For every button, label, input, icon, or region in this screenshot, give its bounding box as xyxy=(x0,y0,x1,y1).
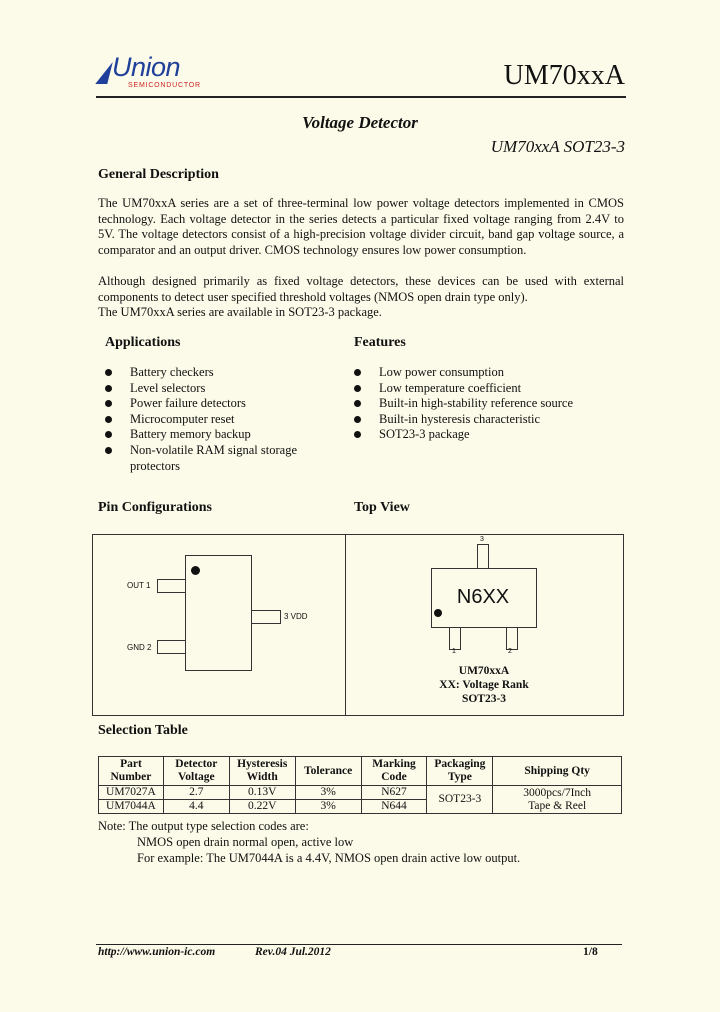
header-divider xyxy=(96,96,626,98)
list-item: Microcomputer reset xyxy=(105,412,330,428)
note-line-1: Note: The output type selection codes are: xyxy=(98,819,309,833)
union-logo xyxy=(98,54,218,94)
bullet-icon xyxy=(105,416,112,423)
pin-vdd-label: 3 VDD xyxy=(284,612,308,621)
tv-caption-3: SOT23-3 xyxy=(461,693,507,705)
table-cell: 4.4 xyxy=(163,800,229,814)
tv-pin3 xyxy=(477,544,489,570)
list-item: Built-in high-stability reference source xyxy=(354,396,622,412)
table-cell: 0.13V xyxy=(229,786,295,800)
pin-configurations-heading: Pin Configurations xyxy=(98,500,212,515)
pin-vdd xyxy=(250,610,281,624)
logo-text: Union xyxy=(112,52,181,82)
doc-title: Voltage Detector xyxy=(302,113,418,132)
pin-gnd xyxy=(157,640,187,654)
col-header: Shipping Qty xyxy=(493,757,622,786)
footer-page: 1/8 xyxy=(583,946,598,958)
general-description-p3: The UM70xxA series are available in SOT23-3 package. xyxy=(98,305,382,319)
bullet-icon xyxy=(105,369,112,376)
col-header: Detector Voltage xyxy=(163,757,229,786)
pin1-dot-icon xyxy=(191,566,200,575)
bullet-icon xyxy=(105,385,112,392)
list-item: Low temperature coefficient xyxy=(354,381,622,397)
selection-table-heading: Selection Table xyxy=(98,723,188,738)
col-header: Packaging Type xyxy=(427,757,493,786)
table-row xyxy=(99,786,622,800)
table-cell: UM7044A xyxy=(99,800,164,814)
bullet-icon xyxy=(105,431,112,438)
list-item: Level selectors xyxy=(105,381,330,397)
top-view-heading: Top View xyxy=(354,500,410,515)
note-line-2: NMOS open drain normal open, active low xyxy=(137,835,354,849)
shipping-qty-line2: Tape & Reel xyxy=(528,799,587,812)
bullet-icon xyxy=(354,369,361,376)
bullet-icon xyxy=(354,416,361,423)
general-description-heading: General Description xyxy=(98,167,219,182)
list-item: Power failure detectors xyxy=(105,396,330,412)
logo-subtext: SEMICONDUCTOR xyxy=(128,82,201,89)
list-item: Non-volatile RAM signal storage protectors xyxy=(105,443,330,474)
doc-subtitle: UM70xxA SOT23-3 xyxy=(490,137,625,156)
tv-pin2-label: 2 xyxy=(508,648,512,655)
col-header: Hysteresis Width xyxy=(229,757,295,786)
list-item: Battery checkers xyxy=(105,365,330,381)
tv-pin1-dot-icon xyxy=(434,609,442,617)
bullet-icon xyxy=(354,385,361,392)
selection-table xyxy=(98,756,622,814)
features-heading: Features xyxy=(354,335,406,350)
bullet-icon xyxy=(354,431,361,438)
header-part-number: UM70xxA xyxy=(503,60,625,91)
list-item: Low power consumption xyxy=(354,365,622,381)
col-header: Tolerance xyxy=(295,757,361,786)
pin-out xyxy=(157,579,187,593)
general-description-p1: The UM70xxA series are a set of three-terminal low power voltage detectors implemented in CMOS technology. Each voltage detector in the series detects a particular fixed voltage ranging from 2.4V to 5V. The voltage detectors consist of a high-precision voltage divider circuit, band gap voltage source, a comparator and an output driver. CMOS technology ensures low power consumption. xyxy=(98,196,624,257)
tv-caption-2: XX: Voltage Rank xyxy=(439,679,529,691)
tv-caption-1: UM70xxA xyxy=(458,665,510,677)
shipping-qty-line1: 3000pcs/7Inch xyxy=(523,786,592,799)
footer-divider xyxy=(96,944,622,945)
logo-mark-icon xyxy=(95,62,112,84)
general-description-p2: Although designed primarily as fixed voltage detectors, these devices can be used with external components to detect user specified threshold voltages (NMOS open drain type only). xyxy=(98,274,624,304)
tv-pin1 xyxy=(449,626,461,650)
table-header-row xyxy=(99,757,622,786)
table-cell: 0.22V xyxy=(229,800,295,814)
features-list xyxy=(354,365,622,443)
bullet-icon xyxy=(105,447,112,454)
col-header: Marking Code xyxy=(361,757,427,786)
col-header: Part Number xyxy=(99,757,164,786)
pin-gnd-label: GND 2 xyxy=(127,643,152,652)
pin-out-label: OUT 1 xyxy=(127,581,151,590)
bullet-icon xyxy=(105,400,112,407)
bullet-icon xyxy=(354,400,361,407)
table-cell: N627 xyxy=(361,786,427,800)
list-item: SOT23-3 package xyxy=(354,427,622,443)
table-cell: 3% xyxy=(295,800,361,814)
list-item: Built-in hysteresis characteristic xyxy=(354,412,622,428)
table-cell-shipping xyxy=(493,786,622,814)
tv-pin3-label: 3 xyxy=(480,536,484,543)
table-cell: UM7027A xyxy=(99,786,164,800)
footer-revision: Rev.04 Jul.2012 xyxy=(255,946,331,958)
tv-pin2 xyxy=(506,626,518,650)
applications-heading: Applications xyxy=(105,335,181,350)
table-cell: N644 xyxy=(361,800,427,814)
table-cell: 3% xyxy=(295,786,361,800)
table-cell-package: SOT23-3 xyxy=(427,786,493,814)
list-item: Battery memory backup xyxy=(105,427,330,443)
footer-url[interactable]: http://www.union-ic.com xyxy=(98,946,216,958)
note-line-3: For example: The UM7044A is a 4.4V, NMOS open drain active low output. xyxy=(137,851,521,865)
table-cell: 2.7 xyxy=(163,786,229,800)
tv-marking: N6XX xyxy=(456,586,510,608)
tv-pin1-label: 1 xyxy=(452,648,456,655)
applications-list xyxy=(105,365,330,474)
